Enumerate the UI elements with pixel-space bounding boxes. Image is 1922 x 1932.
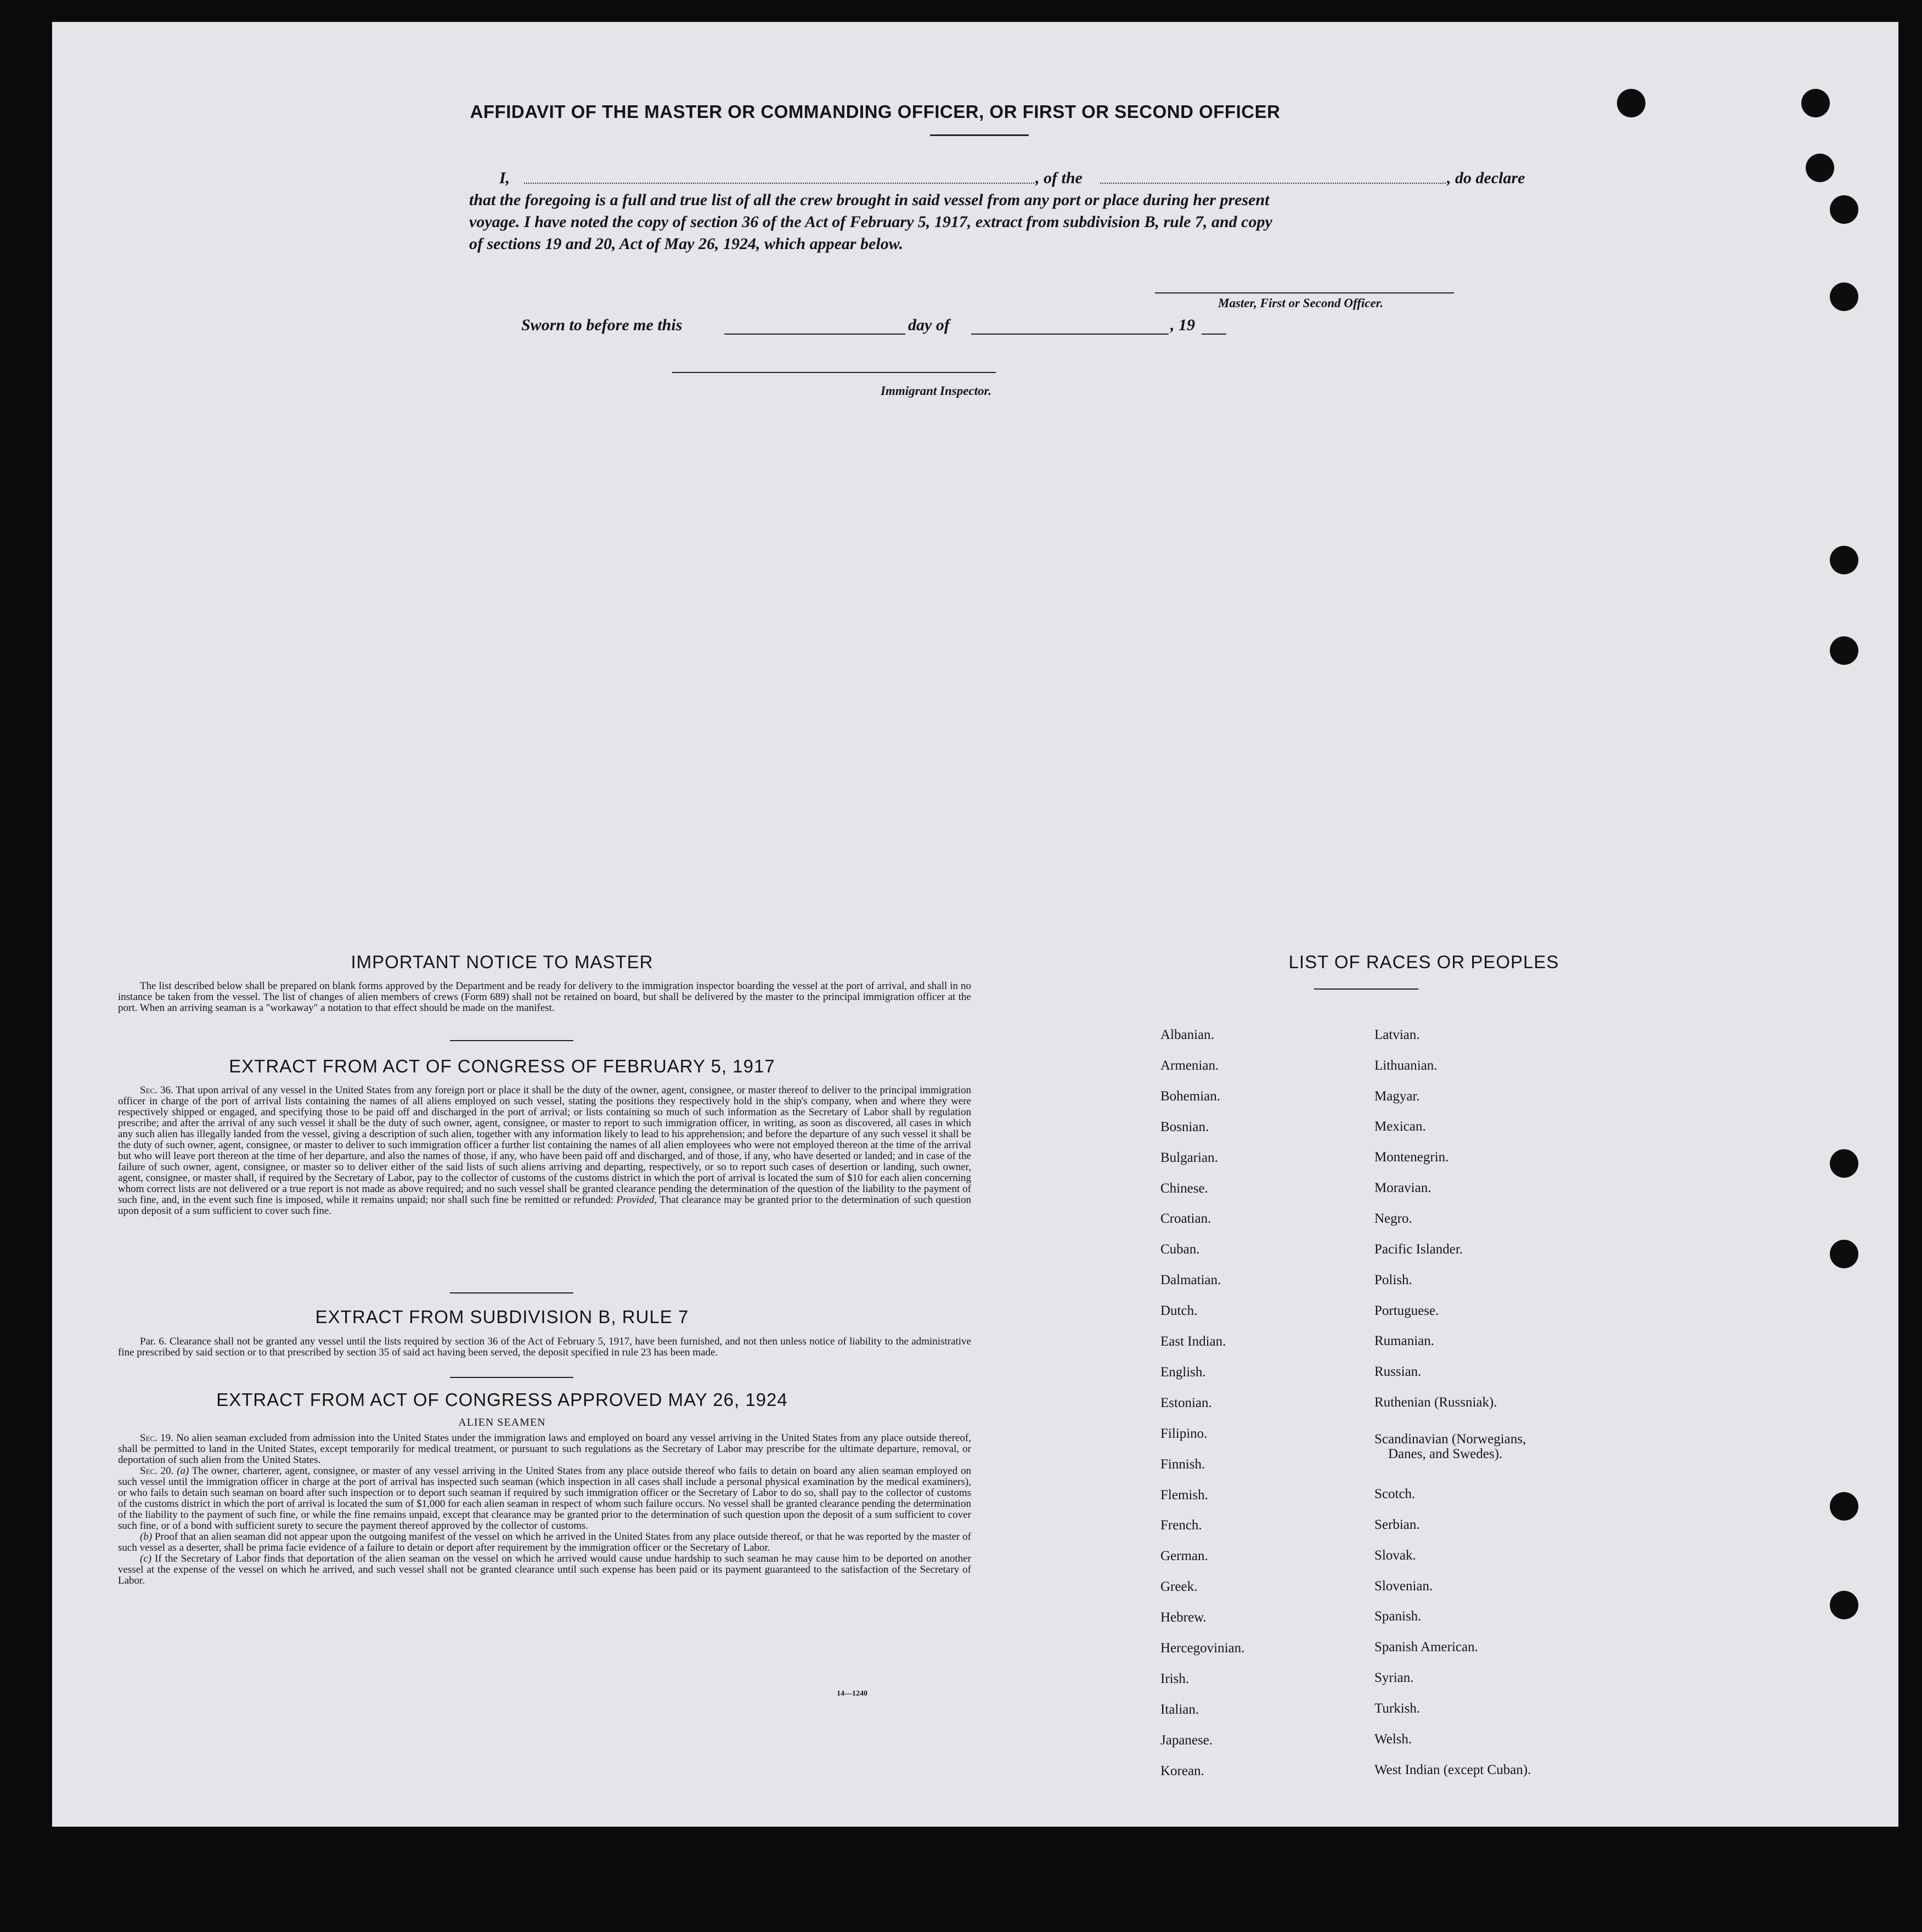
year-blank[interactable]: [1202, 334, 1226, 335]
inspector-signature-label: Immigrant Inspector.: [881, 384, 991, 398]
race-item: Hercegovinian.: [1160, 1641, 1245, 1656]
form-sheet: [52, 22, 1898, 1827]
race-item: German.: [1160, 1549, 1208, 1564]
race-item: Turkish.: [1374, 1701, 1421, 1716]
subsection-label: (b): [140, 1531, 153, 1543]
race-item: Finnish.: [1160, 1456, 1205, 1472]
divider: [450, 1377, 573, 1378]
rule7-paragraph: Par. 6. Clearance shall not be granted any vessel until the lists required by section 36 of the Act of February 5, 1917, have been furnished, and not then unless notice of liability to the administrative fine prescribed by said section or to that prescribed by section 35 of said act having been served, the deposit specified in rule 23 has been made.: [118, 1336, 971, 1358]
race-item: East Indian.: [1160, 1334, 1226, 1349]
punch-hole: [1830, 636, 1858, 665]
race-item: Scotch.: [1374, 1487, 1416, 1501]
race-item: Danes, and Swedes).: [1388, 1447, 1503, 1461]
affidavit-declare: , do declare: [1447, 169, 1525, 187]
race-item: Slovak.: [1374, 1548, 1416, 1563]
title-rule: [930, 134, 1029, 136]
race-item: Dutch.: [1160, 1303, 1198, 1319]
race-item: Bohemian.: [1160, 1088, 1221, 1104]
punch-hole: [1830, 283, 1858, 311]
form-number: 14—1240: [837, 1690, 867, 1698]
race-item: Ruthenian (Russniak).: [1374, 1395, 1497, 1410]
race-item: Albanian.: [1160, 1027, 1214, 1042]
race-item: Slovenian.: [1374, 1579, 1433, 1594]
race-item: Bulgarian.: [1160, 1150, 1218, 1165]
section-label: Sec. 19.: [140, 1432, 173, 1444]
race-item: Montenegrin.: [1374, 1150, 1449, 1165]
punch-hole: [1830, 1149, 1858, 1178]
section-label: Sec. 20.: [140, 1465, 174, 1477]
race-item: Cuban.: [1160, 1242, 1200, 1257]
race-item: Polish.: [1374, 1273, 1412, 1287]
race-item: Serbian.: [1374, 1517, 1420, 1532]
race-item: Negro.: [1374, 1211, 1412, 1226]
section-20b-text: Proof that an alien seaman did not appear upon the outgoing manifest of the vessel on which he arrived in the United States from any place outside thereof, or that he was reported by the master of such vessel as a deserter, shall be prima facie evidence of a failure to detain or deport after requirement by the immigration officer or the Secretary of Labor.: [118, 1531, 972, 1553]
race-item: West Indian (except Cuban).: [1374, 1762, 1531, 1777]
alien-seamen-subtitle: ALIEN SEAMEN: [458, 1416, 546, 1428]
race-item: Irish.: [1160, 1671, 1190, 1686]
race-item: Rumanian.: [1374, 1334, 1435, 1348]
subsection-label: (a): [177, 1465, 189, 1477]
section-label: Sec. 36.: [140, 1084, 173, 1096]
master-signature-label: Master, First or Second Officer.: [1218, 296, 1384, 310]
proviso-text: That clearance may be granted prior to the determination of such question upon deposit of a sum sufficient to cover such fine.: [118, 1194, 971, 1217]
race-item: Italian.: [1160, 1702, 1199, 1717]
race-item: Hebrew.: [1160, 1610, 1207, 1625]
divider: [450, 1292, 573, 1293]
punch-hole: [1830, 195, 1858, 224]
race-item: Welsh.: [1374, 1732, 1412, 1747]
race-item: Russian.: [1374, 1364, 1422, 1379]
race-item: Mexican.: [1374, 1119, 1426, 1134]
section-36-text: That upon arrival of any vessel in the United States from any foreign port or place it shall be the duty of the owner, agent, consignee, or master thereof to deliver to the principal immigration officer in charge of the port of arrival lists containing the names of all aliens employed on such vessel, stating the positions they respectively hold in the ship's company, when and where they were respectively shipped or engaged, and specifying those to be paid off and discharged in the port of arrival; or lists containing so much of such information as the Secretary of Labor shall by regulation prescribe; and after the arrival of any such vessel it shall be the duty of such owner, agent, consignee, or master to report to such immigration officer, in writing, as soon as discovered, all cases in which any such alien has illegally landed from the vessel, giving a description of such alien, together with any information likely to lead to his apprehension; and before the departure of any such vessel it shall be the duty of such owner, agent, consignee, or master to deliver to such immigration officer a further list containing the names of all alien employees who were not employed thereon at the time of the arrival but who will leave port thereon at the time of her departure, and also the names of those, if any, who have been paid off and discharged, and of those, if any, who have deserted or landed; and in case of the failure of such owner, agent, consignee, or master so to deliver either of the said lists of such aliens arriving and departing, respectively, or so to report such cases of desertion or landing, such owner, agent, consignee, or master shall, if required by the Secretary of Labor, pay to the collector of customs of the customs district in which the port of arrival is located the sum of $10 for each alien concerning whom correct lists are not delivered or a true report is not made as above required; and no such vessel shall be granted clearance pending the determination of the question of the liability to the payment of such fine, and, in the event such fine is imposed, while it remains unpaid; nor shall such fine be remitted or refunded:: [118, 1084, 971, 1206]
affidavit-of-the: , of the: [1035, 169, 1083, 187]
day-of-text: day of: [908, 316, 950, 334]
punch-hole: [1801, 89, 1830, 117]
race-item: Armenian.: [1160, 1058, 1219, 1073]
affidavit-line2: that the foregoing is a full and true list of all the crew brought in said vessel from any port or place during her present: [469, 191, 1270, 209]
section-20c-text: If the Secretary of Labor finds that deportation of the alien seaman on the vessel on which he arrived would cause undue hardship to such seaman he may cause him to be deported on another vessel at the expense of the vessel on which he arrived, and such vessel shall not be granted clearance until such expense has been paid or its payment guaranteed to the satisfaction of the Secretary of Labor.: [118, 1553, 972, 1586]
race-item: Flemish.: [1160, 1487, 1208, 1502]
race-item: Korean.: [1160, 1763, 1204, 1778]
race-item: Chinese.: [1160, 1180, 1208, 1196]
punch-hole: [1806, 154, 1834, 182]
inspector-signature-line[interactable]: [672, 372, 996, 373]
subsection-label: (c): [140, 1553, 152, 1564]
extract-1917-title: EXTRACT FROM ACT OF CONGRESS OF FEBRUARY 5, 1917: [229, 1056, 775, 1076]
notice-paragraph: The list described below shall be prepared on blank forms approved by the Department and be ready for delivery to the immigration inspector boarding the vessel at the port of arrival, and shall in no instance be taken from the vessel. The list of changes of alien members of crews (Form 689) shall not be retained on board, but shall be delivered by the master to the principal immigration officer at the port. When an arriving seaman is a "workaway" a notation to that effect should be made on the manifest.: [118, 980, 971, 1014]
extract-1917-text: [118, 1085, 971, 1217]
race-item: Filipino.: [1160, 1426, 1208, 1441]
master-signature-line[interactable]: [1155, 292, 1454, 293]
sworn-text: Sworn to before me this: [521, 316, 683, 334]
race-item: Syrian.: [1374, 1670, 1414, 1685]
races-title: LIST OF RACES OR PEOPLES: [1288, 952, 1559, 972]
race-item: Estonian.: [1160, 1395, 1212, 1410]
affidavit-i: I,: [499, 169, 510, 187]
month-blank[interactable]: [971, 334, 1169, 335]
affidavit-title: AFFIDAVIT OF THE MASTER OR COMMANDING OFFICER, OR FIRST OR SECOND OFFICER: [470, 101, 1281, 122]
name-blank[interactable]: [524, 183, 1034, 184]
rule7-title: EXTRACT FROM SUBDIVISION B, RULE 7: [315, 1307, 689, 1327]
race-item: English.: [1160, 1364, 1206, 1380]
divider: [450, 1040, 573, 1041]
affidavit-line4: of sections 19 and 20, Act of May 26, 1924, which appear below.: [469, 235, 904, 253]
race-item: Pacific Islander.: [1374, 1242, 1463, 1257]
race-item: Scandinavian (Norwegians,: [1374, 1432, 1526, 1447]
race-item: Greek.: [1160, 1579, 1198, 1595]
notice-text: [118, 981, 971, 1014]
rule7-text: [118, 1336, 971, 1358]
extract-1924-title: EXTRACT FROM ACT OF CONGRESS APPROVED MAY 26, 1924: [216, 1389, 788, 1410]
extract-1924-text: [118, 1433, 971, 1586]
race-item: Dalmatian.: [1160, 1273, 1221, 1288]
race-item: Croatian.: [1160, 1211, 1211, 1227]
punch-hole: [1830, 1492, 1858, 1521]
race-item: Japanese.: [1160, 1732, 1213, 1748]
year-text: , 19: [1170, 316, 1195, 334]
affidavit-line3: voyage. I have noted the copy of section 36 of the Act of February 5, 1917, extract from subdivision B, rule 7, and copy: [469, 213, 1272, 231]
races-title-rule: [1314, 988, 1418, 990]
race-item: Magyar.: [1374, 1089, 1420, 1104]
race-item: French.: [1160, 1518, 1202, 1533]
race-item: Spanish American.: [1374, 1640, 1478, 1654]
section-20a-text: The owner, charterer, agent, consignee, or master of any vessel arriving in the United States from any place outside thereof who fails to detain on board any alien seaman employed on such vessel until the immigration officer in charge at the port of arrival has inspected such seaman (which inspection in all cases shall include a personal physical examination by the medical examiners), or who fails to detain such seaman on board after such inspection or to deport such seaman if required by such immigration officer or the Secretary of Labor to do so, shall pay to the collector of customs of the customs district in which the port of arrival is located the sum of $1,000 for each alien seaman in respect of whom such failure occurs. No vessel shall be granted clearance pending the determination of the liability to the payment of such fine, or while the fine remains unpaid, except that clearance may be granted prior to the determination of such question upon the deposit of a sum sufficient to cover such fine, or of a bond with sufficient surety to secure the payment thereof approved by the collector of customs.: [118, 1465, 971, 1532]
race-item: Portuguese.: [1374, 1303, 1439, 1318]
punch-hole: [1830, 546, 1858, 574]
race-item: Bosnian.: [1160, 1119, 1209, 1134]
vessel-blank[interactable]: [1100, 183, 1446, 184]
section-19-text: No alien seaman excluded from admission into the United States under the immigration laws and employed on board any vessel arriving in the United States from any place outside thereof, shall be permitted to land in the United States, except temporarily for medical treatment, or pursuant to such regulations as the Secretary of Labor may prescribe for the ultimate departure, removal, or deportation of such alien from the United States.: [118, 1432, 971, 1466]
punch-hole: [1830, 1240, 1858, 1268]
day-blank[interactable]: [724, 334, 905, 335]
race-item: Lithuanian.: [1374, 1058, 1438, 1073]
proviso-label: Provided,: [616, 1194, 657, 1206]
race-item: Spanish.: [1374, 1609, 1422, 1624]
race-item: Latvian.: [1374, 1027, 1420, 1042]
race-item: Moravian.: [1374, 1180, 1431, 1195]
punch-hole: [1830, 1591, 1858, 1619]
notice-title: IMPORTANT NOTICE TO MASTER: [351, 952, 653, 972]
